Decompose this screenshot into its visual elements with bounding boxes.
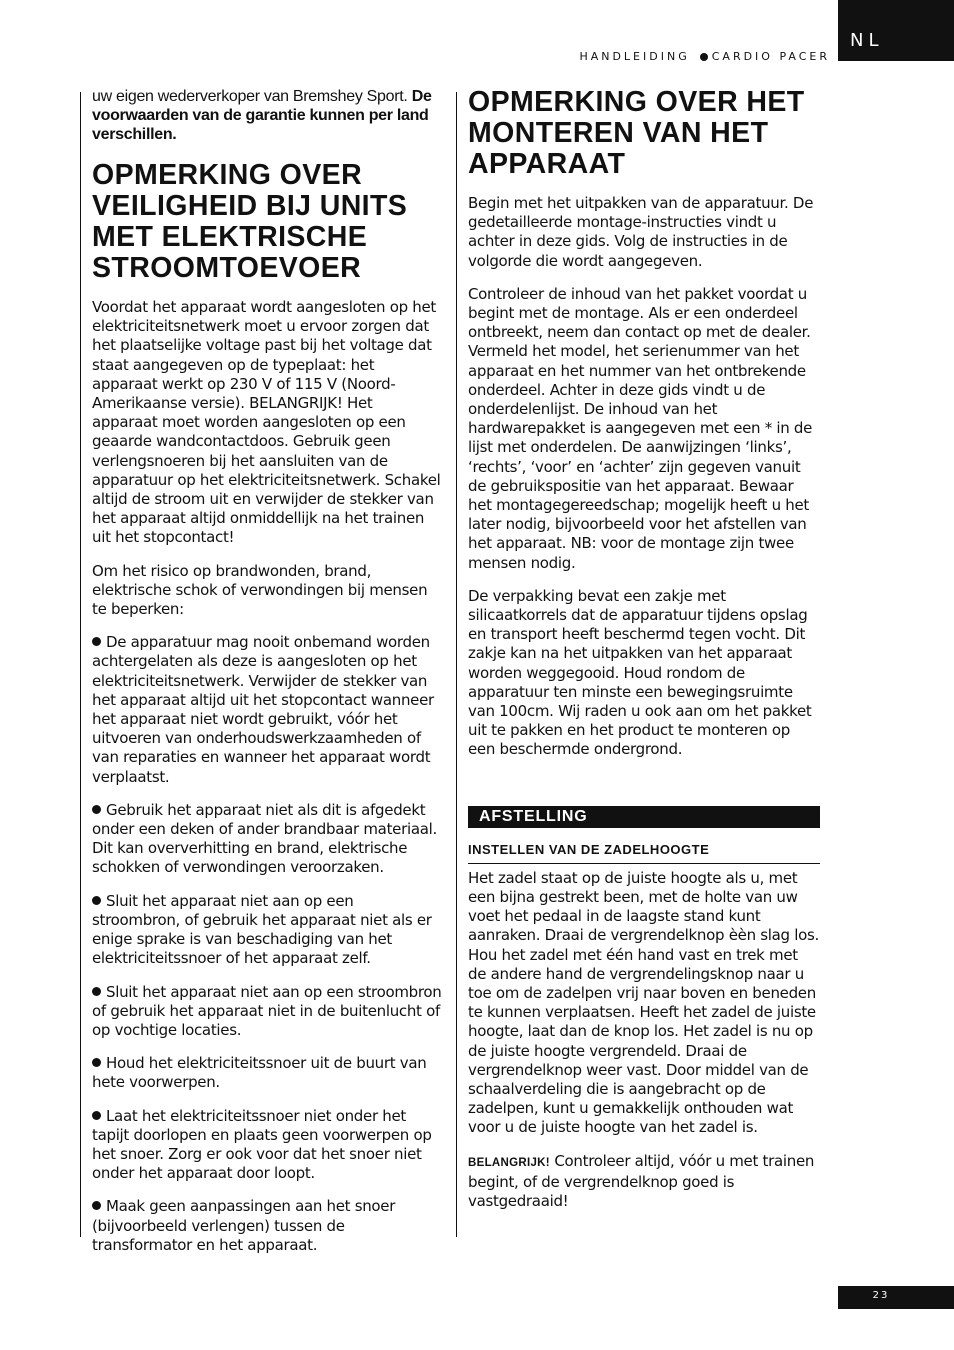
bullet-icon <box>92 896 101 905</box>
language-tab <box>838 0 954 61</box>
safety-bullet <box>92 1054 442 1092</box>
bullet-icon <box>92 1111 101 1120</box>
bullet-text: Sluit het apparaat niet aan op een stroombron of gebruik het apparaat niet in de buitenlucht of op vochtige locaties. <box>92 982 442 1039</box>
important-note <box>468 1152 820 1212</box>
left-column-rule <box>80 92 81 1237</box>
section-bar-adjustment: AFSTELLING <box>468 806 820 828</box>
safety-bullet <box>92 633 442 787</box>
assembly-heading: OPMERKING OVER HET MONTEREN VAN HET APPARAAT <box>468 86 805 180</box>
bullet-text: De apparatuur mag nooit onbemand worden achtergelaten als deze is aangesloten op het elektriciteitsnetwerk. Verwijder de stekker van het apparaat altijd uit het stopcontact wanneer het apparaat niet wordt gebruikt, vóór het uitvoeren van onderhoudswerkzaamheden of van reparaties en wanneer het apparaat wordt verplaatst. <box>92 633 434 786</box>
warranty-note <box>92 87 442 144</box>
warranty-note-plain: uw eigen wederverkoper van Bremshey Sport. <box>92 88 408 105</box>
left-column <box>92 87 442 1269</box>
safety-bullet <box>92 1107 442 1184</box>
safety-heading: OPMERKING OVER VEILIGHEID BIJ UNITS MET ELEKTRISCHE STROOMTOEVOER <box>92 159 408 284</box>
assembly-paragraph-unpack: Begin met het uitpakken van de apparatuur. De gedetailleerde montage-instructies vindt u achter in deze gids. Volg de instructies in de volgorde die wordt aangegeven. <box>468 194 814 270</box>
safety-bullet <box>92 983 442 1041</box>
bullet-text: Houd het elektriciteitssnoer uit de buurt van hete voorwerpen. <box>92 1054 427 1092</box>
bullet-text: Sluit het apparaat niet aan op een stroombron, of gebruik het apparaat niet als er enige sprake is van beschadiging van het elektriciteitssnoer of het apparaat zelf. <box>92 891 432 968</box>
header-product-label: CARDIO PACER <box>711 50 830 63</box>
safety-bullet <box>92 892 442 969</box>
page-number: 23 <box>872 1290 890 1301</box>
bullet-icon <box>92 805 101 814</box>
bullet-text: Maak geen aanpassingen aan het snoer (bijvoorbeeld verlengen) tussen de transformator en het apparaat. <box>92 1197 396 1254</box>
language-code: NL <box>850 30 884 51</box>
right-column <box>468 87 820 1225</box>
saddle-height-subheading: INSTELLEN VAN DE ZADELHOOGTE <box>468 842 820 864</box>
safety-bullet <box>92 801 442 878</box>
bullet-icon <box>92 987 101 996</box>
risk-intro-paragraph: Om het risico op brandwonden, brand, elektrische schok of verwondingen bij mensen te beperken: <box>92 561 428 619</box>
warranty-note-bold: De voorwaarden van de garantie kunnen per land verschillen. <box>92 88 432 143</box>
bullet-text: Laat het elektriciteitssnoer niet onder het tapijt doorlopen en plaats geen voorwerpen op het snoer. Zorg er ook voor dat het snoer niet onder het apparaat door loopt. <box>92 1106 432 1183</box>
bullet-icon <box>92 637 101 646</box>
page-number-tab <box>838 1286 954 1309</box>
center-column-rule <box>456 92 457 1237</box>
bullet-icon <box>92 1058 101 1067</box>
bullet-dot-icon <box>700 53 708 61</box>
assembly-paragraph-contents: Controleer de inhoud van het pakket voordat u begint met de montage. Als er een onderdeel ontbreekt, neem dan contact op met de dealer. Vermeld het model, het serienummer van het apparaat en het nummer van het ontbrekende onderdeel. Achter in deze gids vindt u de onderdelenlijst. De inhoud van het hardwarepakket is aangegeven met een * in de lijst met onderdelen. De aanwijzingen ‘links’, ‘rechts’, ‘voor’ en ‘achter’ zijn gegeven vanuit de gebruikspositie van het apparaat. Bewaar het montagegereedschap; mogelijk heeft u het later nodig, bijvoorbeeld voor het afstellen van het apparaat. NB: voor de montage zijn twee mensen nodig. <box>468 284 813 572</box>
running-header <box>560 50 830 63</box>
assembly-paragraph-packaging: De verpakking bevat een zakje met silicaatkorrels dat de apparatuur tijdens opslag en transport heeft beschermd tegen vocht. Dit zakje kan na het uitpakken van het apparaat worden weggegooid. Houd rondom de apparatuur ten minste een bewegingsruimte van 100cm. Wij raden u ook aan om het pakket uit te pakken en het product te monteren op een beschermde ondergrond. <box>468 586 812 759</box>
header-manual-label: HANDLEIDING <box>579 50 690 63</box>
important-text: Controleer altijd, vóór u met trainen begint, of de vergrendelknop goed is vastgedraaid! <box>468 1151 815 1210</box>
safety-bullet <box>92 1197 442 1255</box>
saddle-height-paragraph: Het zadel staat op de juiste hoogte als u, met een bijna gestrekt been, met de holte van uw voet het pedaal in de laagste stand kunt aanraken. Draai de vergrendelknop èèn slag los. Hou het zadel met één hand vast en trek met de andere hand de vergrendelingsknop naar u toe om de zadelpen vrij naar boven en beneden te kunnen verplaatsen. Heeft het zadel de juiste hoogte, laat dan de knop los. Het zadel is nu op de juiste hoogte vergrendeld. Draai de vergrendelknop weer vast. Door middel van de schaalverdeling die is aangebracht op de zadelpen, kunt u gemakkelijk onthouden wat voor u de juiste hoogte van het zadel is. <box>468 868 819 1137</box>
bullet-text: Gebruik het apparaat niet als dit is afgedekt onder een deken of ander brandbaar materiaal. Dit kan oververhitting en brand, elektrische schokken of verwondingen veroorzaken. <box>92 800 437 877</box>
important-label: BELANGRIJK! <box>468 1156 550 1169</box>
bullet-icon <box>92 1201 101 1210</box>
safety-paragraph: Voordat het apparaat wordt aangesloten op het elektriciteitsnetwerk moet u ervoor zorgen dat het plaatselijke voltage past bij het voltage dat staat aangegeven op de typeplaat: het apparaat werkt op 230 V of 115 V (Noord-Amerikaanse versie). BELANGRIJK! Het apparaat moet worden aangesloten op een geaarde wandcontactdoos. Gebruik geen verlengsnoeren bij het aansluiten van de apparatuur op het elektriciteitsnetwerk. Schakel altijd de stroom uit en verwijder de stekker van het apparaat altijd onmiddellijk na het trainen uit het stopcontact! <box>92 298 441 547</box>
